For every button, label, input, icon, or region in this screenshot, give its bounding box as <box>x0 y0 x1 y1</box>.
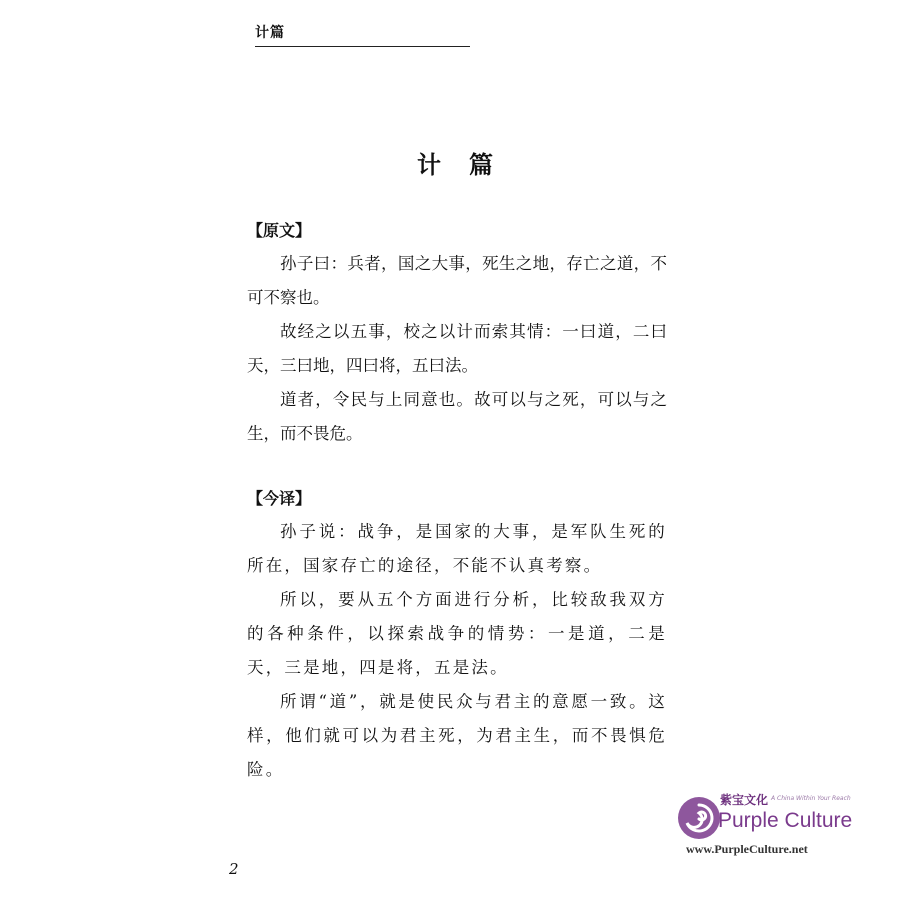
purple-culture-watermark <box>676 790 866 865</box>
page-number: 2 <box>229 860 239 878</box>
translation-paragraph: 所以，要从五个方面进行分析，比较敌我双方的各种条件，以探索战争的情势：一是道，二是天，三是地，四是将，五是法。 <box>247 590 667 677</box>
original-paragraph: 故经之以五事，校之以计而索其情：一曰道，二曰天，三曰地，四曰将，五曰法。 <box>247 322 667 375</box>
watermark-tagline: A China Within Your Reach <box>771 795 851 802</box>
watermark-chinese-name: 紫宝文化 <box>720 793 769 807</box>
original-text-section <box>247 218 667 451</box>
header-rule <box>255 46 470 47</box>
watermark-brand: Purple Culture <box>718 809 853 832</box>
original-paragraph: 道者，令民与上同意也。故可以与之死，可以与之生，而不畏危。 <box>247 390 667 443</box>
translation-section <box>247 486 667 787</box>
translation-paragraph: 所谓“道”，就是使民众与君主的意愿一致。这样，他们就可以为君主死，为君主生，而不畏惧危险。 <box>247 692 667 779</box>
original-label: 【原文】 <box>247 221 312 240</box>
translation-paragraph: 孙子说：战争，是国家的大事，是军队生死的所在，国家存亡的途径，不能不认真考察。 <box>247 522 667 575</box>
swirl-logo-icon <box>676 795 722 841</box>
watermark-url: www.PurpleCulture.net <box>686 842 808 856</box>
chapter-title: 计 篇 <box>417 151 495 179</box>
translation-label: 【今译】 <box>247 489 312 508</box>
original-paragraph: 孙子曰：兵者，国之大事，死生之地，存亡之道，不可不察也。 <box>247 254 667 307</box>
running-header: 计篇 <box>255 25 285 41</box>
